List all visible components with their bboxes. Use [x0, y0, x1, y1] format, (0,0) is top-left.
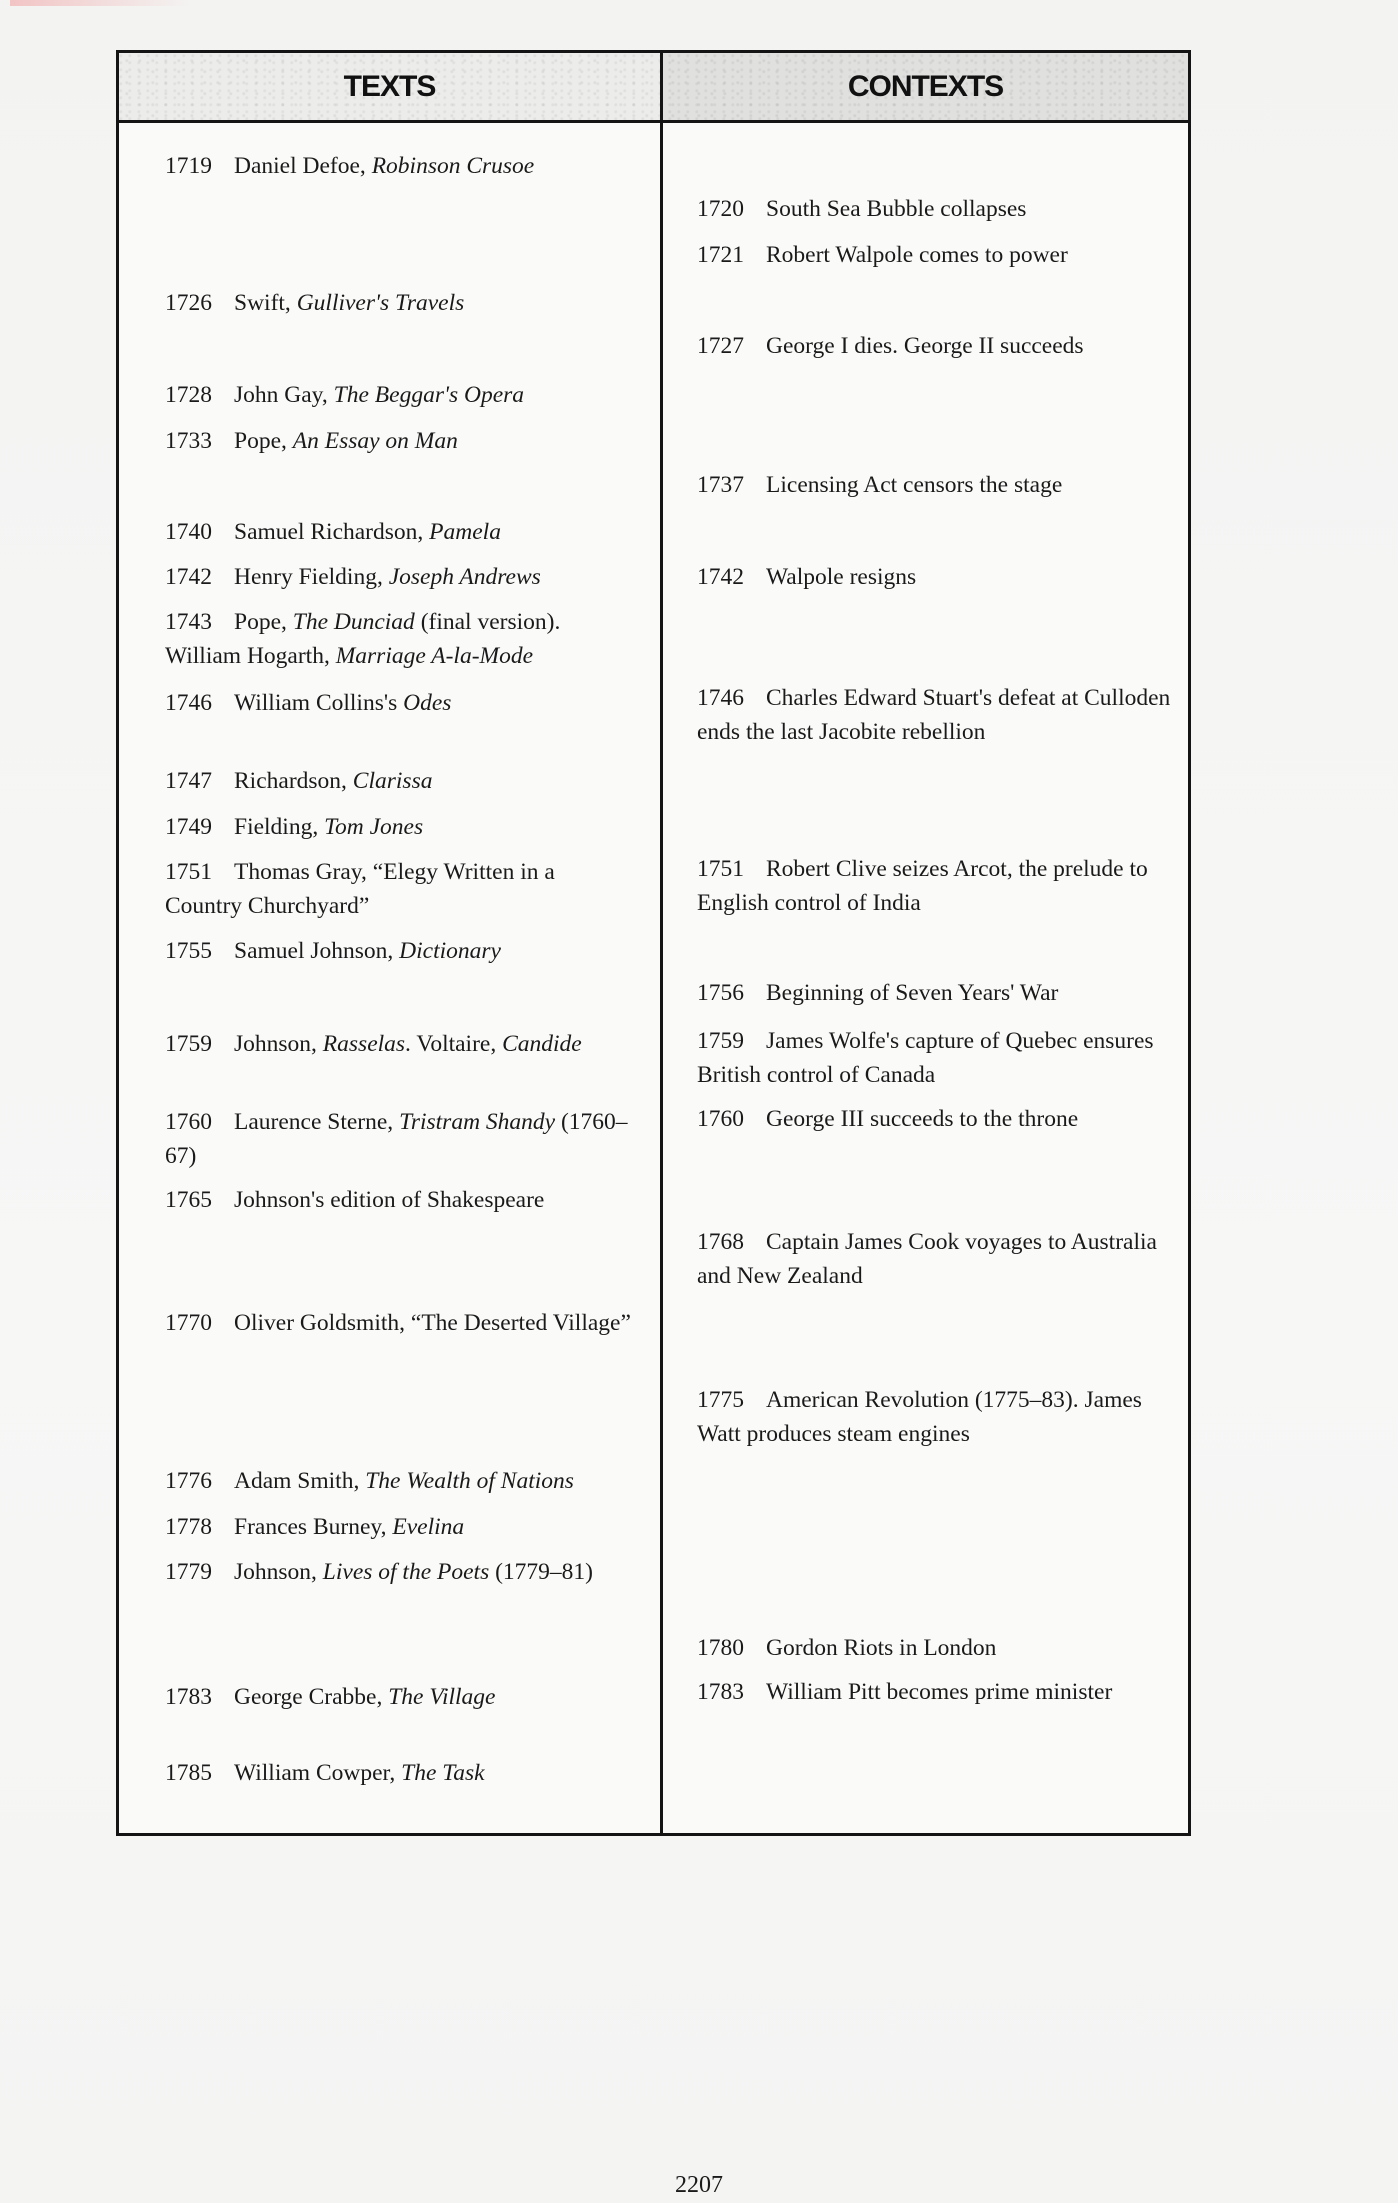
text-entry: 1740 Samuel Richardson, Pamela [165, 519, 501, 545]
text-entry: 1755 Samuel Johnson, Dictionary [165, 938, 501, 964]
text-entry: 1783 George Crabbe, The Village [165, 1684, 496, 1710]
context-entry: 1751 Robert Clive seizes Arcot, the prelude to English control of India [697, 856, 1148, 916]
text-entry: 1743 Pope, The Dunciad (final version). William Hogarth, Marriage A-la-Mode [165, 609, 561, 669]
texts-column [119, 53, 660, 1833]
text-entry: 1778 Frances Burney, Evelina [165, 1514, 465, 1540]
text-entry: 1765 Johnson's edition of Shakespeare [165, 1187, 545, 1213]
text-entry: 1747 Richardson, Clarissa [165, 768, 433, 794]
text-entry: 1728 John Gay, The Beggar's Opera [165, 382, 525, 408]
text-entry: 1776 Adam Smith, The Wealth of Nations [165, 1468, 574, 1494]
page-number: 2207 [675, 2172, 723, 2198]
text-entry: 1749 Fielding, Tom Jones [165, 814, 424, 840]
timeline-table [116, 50, 1191, 1836]
context-entry: 1775 American Revolution (1775–83). James Watt produces steam engines [697, 1387, 1142, 1447]
context-entry: 1721 Robert Walpole comes to power [697, 242, 1068, 268]
context-entry: 1737 Licensing Act censors the stage [697, 472, 1063, 498]
context-entry: 1780 Gordon Riots in London [697, 1635, 997, 1661]
context-entry: 1783 William Pitt becomes prime minister [697, 1679, 1113, 1705]
context-entry: 1746 Charles Edward Stuart's defeat at Culloden ends the last Jacobite rebellion [697, 685, 1171, 745]
context-entry: 1727 George I dies. George II succeeds [697, 333, 1084, 359]
text-entry: 1770 Oliver Goldsmith, “The Deserted Village” [165, 1310, 631, 1336]
text-entry: 1742 Henry Fielding, Joseph Andrews [165, 564, 541, 590]
text-entry: 1733 Pope, An Essay on Man [165, 428, 458, 454]
contexts-column [663, 53, 1188, 1833]
text-entry: 1746 William Collins's Odes [165, 690, 452, 716]
text-entry: 1719 Daniel Defoe, Robinson Crusoe [165, 153, 535, 179]
header-contexts: CONTEXTS [663, 53, 1188, 120]
text-entry: 1751 Thomas Gray, “Elegy Written in a Country Churchyard” [165, 859, 555, 919]
text-entry: 1759 Johnson, Rasselas. Voltaire, Candide [165, 1031, 582, 1057]
text-entry: 1726 Swift, Gulliver's Travels [165, 290, 465, 316]
context-entry: 1760 George III succeeds to the throne [697, 1106, 1079, 1132]
header-texts: TEXTS [343, 69, 436, 103]
context-entry: 1720 South Sea Bubble collapses [697, 196, 1027, 222]
scan-artifact [10, 0, 190, 6]
text-entry: 1760 Laurence Sterne, Tristram Shandy (1760–67) [165, 1109, 628, 1169]
context-entry: 1742 Walpole resigns [697, 564, 917, 590]
context-entry: 1756 Beginning of Seven Years' War [697, 980, 1059, 1006]
context-entry: 1768 Captain James Cook voyages to Australia and New Zealand [697, 1229, 1157, 1289]
text-entry: 1779 Johnson, Lives of the Poets (1779–81) [165, 1559, 594, 1585]
context-entry: 1759 James Wolfe's capture of Quebec ensures British control of Canada [697, 1028, 1154, 1088]
text-entry: 1785 William Cowper, The Task [165, 1760, 485, 1786]
